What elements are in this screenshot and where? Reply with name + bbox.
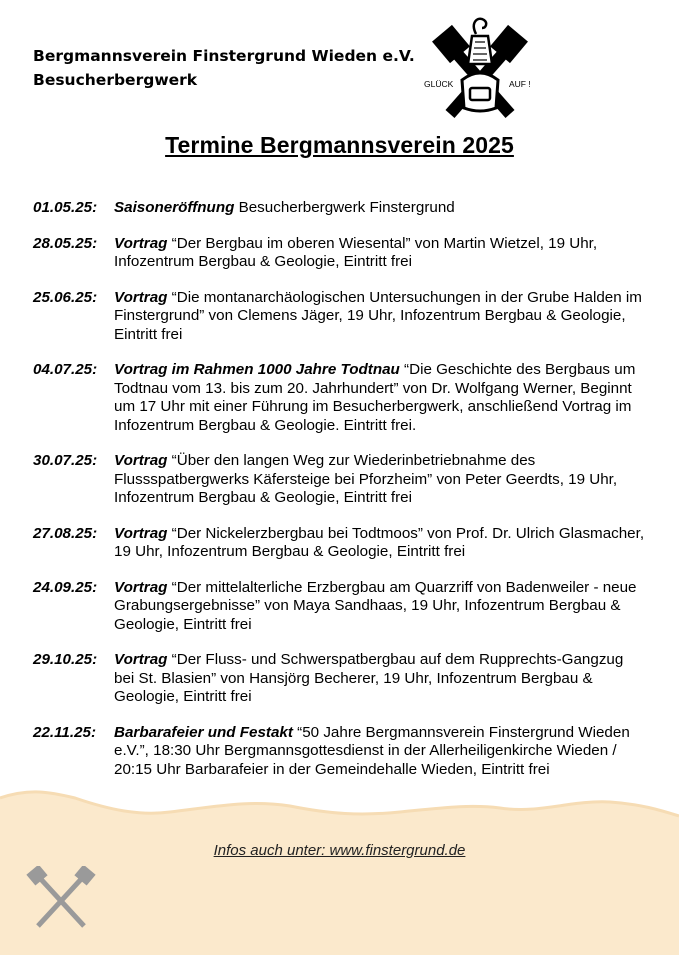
event-type: Vortrag [114,651,168,668]
event-item [33,289,645,345]
page-title: Termine Bergmannsverein 2025 [165,132,514,158]
info-link[interactable]: Infos auch unter: www.finstergrund.de [213,842,466,859]
event-details: “50 Jahre Bergmannsverein Finstergrund Wieden e.V.”, 18:30 Uhr Bergmannsgottesdienst in der Allerheiligenkirche Wieden / 20:15 Uhr Barbarafeier in der Gemeindehalle Wieden, Eintritt frei [114,723,630,778]
event-description [114,651,645,707]
event-description [114,235,645,272]
event-details: “Der mittelalterliche Erzbergbau am Quarzriff von Badenweiler - neue Grabungsergebnisse” von Maya Sandhaas, 19 Uhr, Infozentrum Bergbau & Geologie, Eintritt frei [114,578,637,633]
event-item [33,361,645,435]
event-date: 29.10.25: [33,651,98,668]
event-description [114,361,645,435]
event-type: Saisoneröffnung [114,199,235,216]
event-details: “Über den langen Weg zur Wiederinbetriebnahme des Flussspatbergwerks Käfersteige bei Pforzheim” von Peter Geerdts, 19 Uhr, Infozentrum Bergbau & Geologie, Eintritt frei [114,452,618,506]
event-description [114,525,645,562]
event-description [114,452,645,508]
event-type: Vortrag [114,288,168,306]
event-details: Besucherbergwerk Finstergrund [234,199,455,216]
event-details: “Die Geschichte des Bergbaus um Todtnau vom 13. bis zum 20. Jahrhundert” von Dr. Wolfgang Werner, Beginnt um 17 Uhr mit einer Führung im Besucherbergwerk, anschließend Vortrag im Infozentrum Bergbau & Geologie. Eintritt frei. [114,361,636,434]
sand-hills-background [0,770,679,955]
glueck-auf-logo [418,14,542,124]
event-item [33,525,645,562]
event-description [114,199,645,218]
logo-text-left: GLÜCK [424,79,454,89]
event-type: Vortrag [114,452,168,469]
event-date: 27.08.25: [33,524,98,542]
event-date: 28.05.25: [33,234,98,252]
event-type: Vortrag [114,524,168,542]
org-name: Bergmannsverein Finstergrund Wieden e.V. [33,47,415,65]
event-date: 01.05.25: [33,199,98,216]
event-item [33,235,645,272]
event-details: “Der Nickelerzbergbau bei Todtmoos” von Prof. Dr. Ulrich Glasmacher, 19 Uhr, Infozentrum Bergbau & Geologie, Eintritt frei [114,524,645,560]
organization-header [33,44,415,92]
event-item [33,579,645,635]
event-details: “Der Bergbau im oberen Wiesental” von Martin Wietzel, 19 Uhr, Infozentrum Bergbau & Geologie, Eintritt frei [114,234,598,270]
crossed-hammers-icon-footer [24,866,98,932]
event-details: “Die montanarchäologischen Untersuchungen in der Grube Halden im Finstergrund” von Clemens Jäger, 19 Uhr, Infozentrum Bergbau & Geologie, Eintritt frei [114,288,642,343]
event-date: 22.11.25: [33,723,97,741]
logo-text-right: AUF ! [509,79,531,89]
org-subtitle: Besucherbergwerk [33,71,198,89]
event-description [114,579,645,635]
event-description [114,289,645,345]
event-date: 04.07.25: [33,361,98,378]
event-date: 30.07.25: [33,452,98,469]
event-type: Vortrag im Rahmen 1000 Jahre Todtnau [114,361,400,378]
event-type: Vortrag [114,578,168,596]
event-date: 24.09.25: [33,578,98,596]
event-item [33,452,645,508]
event-item [33,651,645,707]
event-type: Barbarafeier und Festakt [114,723,293,741]
event-type: Vortrag [114,234,168,252]
event-details: “Der Fluss- und Schwerspatbergbau auf dem Rupprechts-Gangzug bei St. Blasien” von Hansjörg Becherer, 19 Uhr, Infozentrum Bergbau & Geologie, Eintritt frei [114,651,624,705]
event-list [33,199,645,796]
event-date: 25.06.25: [33,288,98,306]
event-item [33,199,645,218]
